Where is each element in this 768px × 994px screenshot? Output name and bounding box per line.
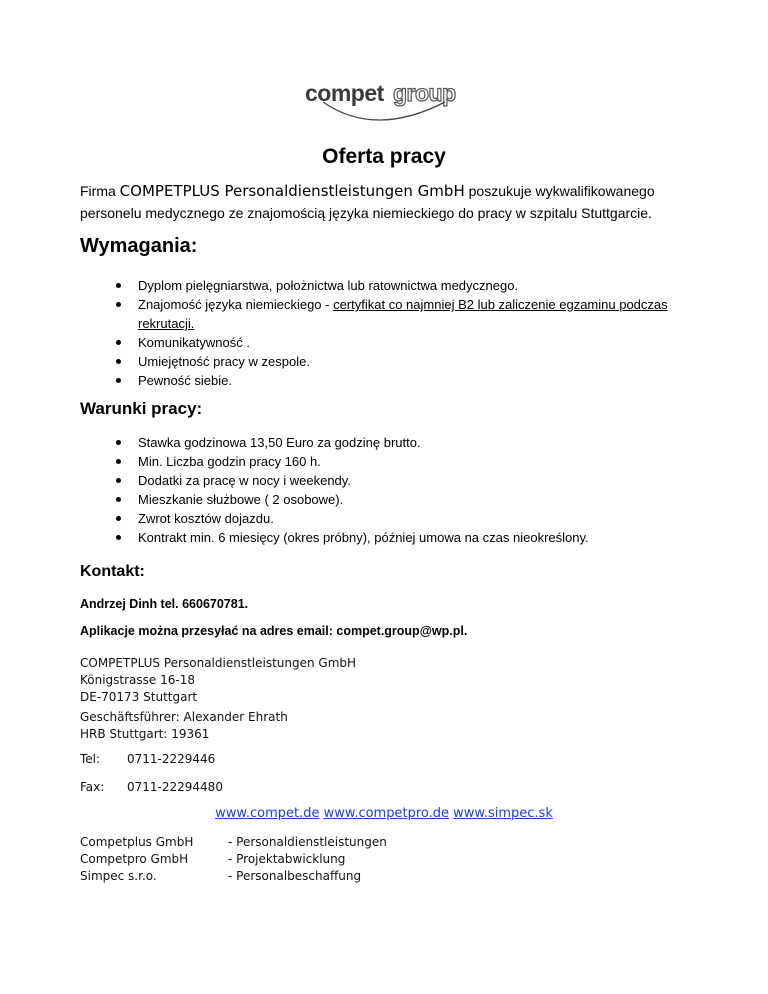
address-line: Königstrasse 16-18 (80, 673, 195, 687)
bullet-icon (116, 340, 121, 345)
link-simpec[interactable]: www.simpec.sk (453, 806, 553, 821)
conditions-heading: Warunki pracy: (80, 399, 203, 418)
fax-label: Fax: (80, 780, 105, 794)
list-item-text: Komunikatywność . (138, 335, 250, 350)
conditions-list (80, 433, 680, 547)
phone-row (80, 751, 215, 768)
fax-row (80, 779, 223, 796)
bullet-icon (116, 283, 121, 288)
logo-swoosh-icon (305, 78, 465, 128)
bullet-icon (116, 535, 121, 540)
bullet-icon (116, 359, 121, 364)
logo-word-group: group (393, 80, 456, 106)
intro-paragraph (80, 180, 700, 224)
bullet-icon (116, 440, 121, 445)
list-item-text: Znajomość języka niemieckiego - (138, 297, 334, 312)
list-item (80, 509, 680, 528)
contact-apply-email: Aplikacje można przesyłać na adres email: compet.group@wp.pl. (80, 624, 468, 638)
list-item (80, 490, 680, 509)
page-title: Oferta pracy (322, 145, 446, 168)
logo-word-compet: compet (305, 80, 384, 106)
company-names (80, 834, 193, 885)
list-item (80, 295, 680, 333)
list-item (80, 352, 680, 371)
list-item-text: Umiejętność pracy w zespole. (138, 354, 310, 369)
company-name: Competpro GmbH (80, 852, 189, 866)
list-item (80, 471, 680, 490)
list-item-text: Min. Liczba godzin pracy 160 h. (138, 454, 321, 469)
list-item-text: Kontrakt min. 6 miesięcy (okres próbny), później umowa na czas nieokreślony. (138, 530, 589, 545)
compet-group-logo (305, 78, 465, 128)
website-links (0, 806, 768, 821)
fax-value: 0711-22294480 (127, 780, 223, 794)
company-address (80, 655, 356, 706)
address-line: DE-70173 Stuttgart (80, 690, 198, 704)
management-info (80, 709, 288, 743)
list-item (80, 528, 680, 547)
list-item (80, 371, 680, 390)
list-item (80, 433, 680, 452)
bullet-icon (116, 497, 121, 502)
service-name: - Personaldienstleistungen (228, 835, 387, 849)
list-item-text: Zwrot kosztów dojazdu. (138, 511, 274, 526)
list-item-text: Dodatki za pracę w nocy i weekendy. (138, 473, 351, 488)
company-services (228, 834, 387, 885)
bullet-icon (116, 302, 121, 307)
list-item-underlined-text: certyfikat co najmniej B2 lub zaliczenie egzaminu podczas rekrutacji. (138, 297, 668, 331)
tel-value: 0711-2229446 (127, 752, 216, 766)
list-item-text: Mieszkanie służbowe ( 2 osobowe). (138, 492, 344, 507)
list-item-text: Stawka godzinowa 13,50 Euro za godzinę brutto. (138, 435, 421, 450)
requirements-heading: Wymagania: (80, 235, 198, 257)
intro-prefix: Firma (80, 183, 120, 199)
intro-company: COMPETPLUS Personaldienstleistungen GmbH (119, 182, 465, 200)
list-item (80, 333, 680, 352)
company-name: Simpec s.r.o. (80, 869, 157, 883)
link-competpro[interactable]: www.competpro.de (323, 806, 449, 821)
intro-suffix: poszukuje wykwalifikowanego personelu medycznego ze znajomością języka niemieckiego do pracy w szpitalu Stuttgarcie. (80, 183, 655, 221)
list-item-text: Dyplom pielęgniarstwa, położnictwa lub ratownictwa medycznego. (138, 278, 519, 293)
managing-director: Geschäftsführer: Alexander Ehrath (80, 710, 288, 724)
bullet-icon (116, 378, 121, 383)
service-name: - Projektabwicklung (228, 852, 346, 866)
list-item (80, 452, 680, 471)
bullet-icon (116, 478, 121, 483)
bullet-icon (116, 459, 121, 464)
contact-person: Andrzej Dinh tel. 660670781. (80, 597, 249, 611)
service-name: - Personalbeschaffung (228, 869, 362, 883)
list-item (80, 276, 680, 295)
address-line: COMPETPLUS Personaldienstleistungen GmbH (80, 656, 357, 670)
bullet-icon (116, 516, 121, 521)
tel-label: Tel: (80, 752, 101, 766)
contact-heading: Kontakt: (80, 563, 145, 580)
link-compet[interactable]: www.compet.de (215, 806, 320, 821)
company-name: Competplus GmbH (80, 835, 194, 849)
requirements-list (80, 276, 680, 390)
register-number: HRB Stuttgart: 19361 (80, 727, 210, 741)
list-item-text: Pewność siebie. (138, 373, 232, 388)
